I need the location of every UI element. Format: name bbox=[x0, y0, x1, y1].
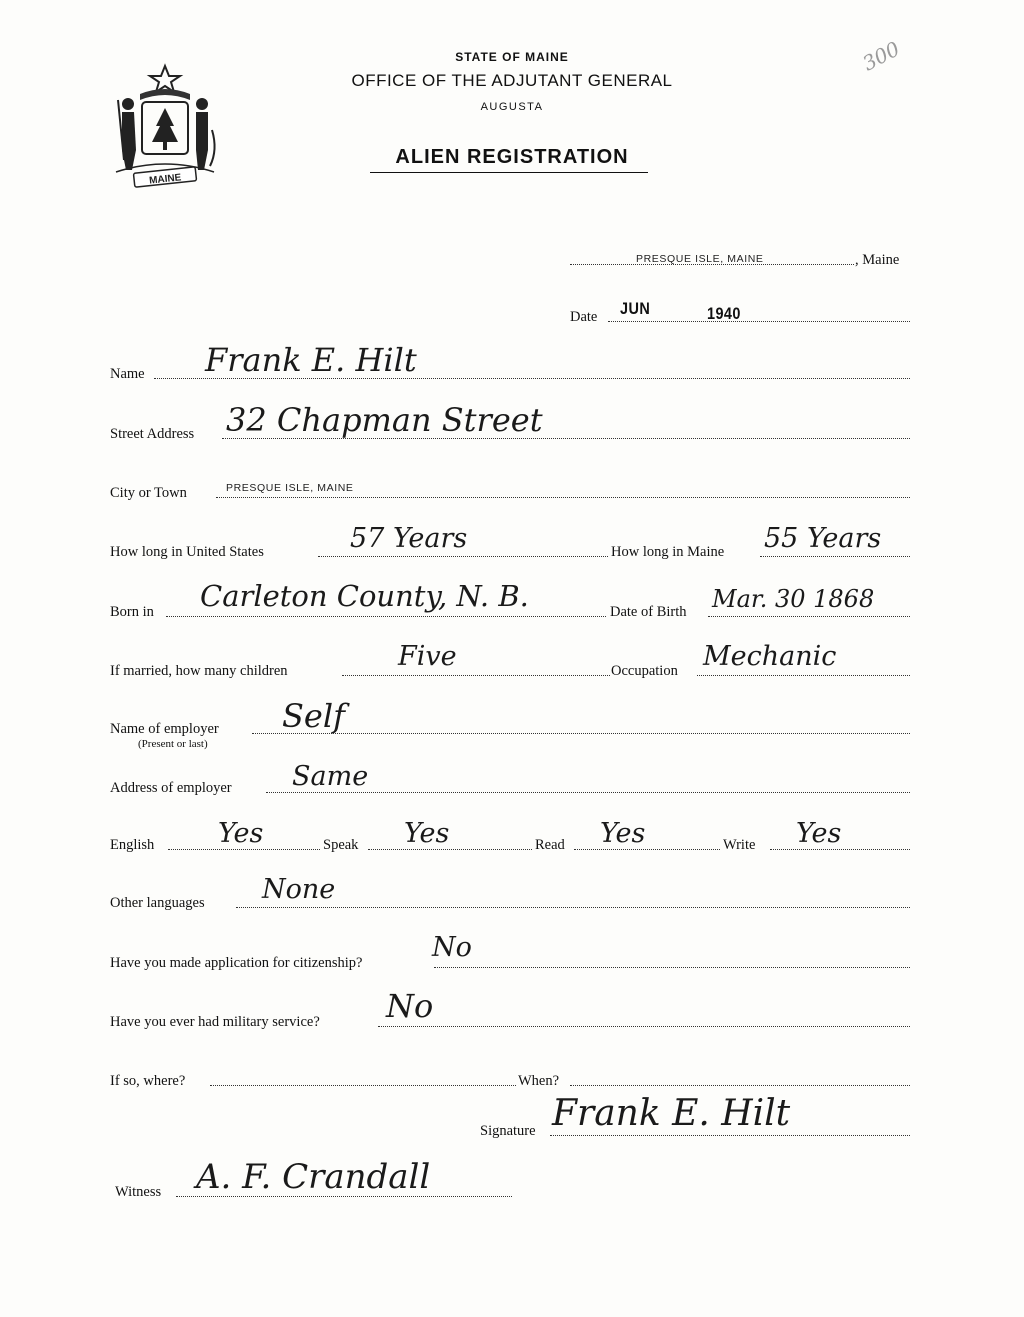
seal-banner-text: MAINE bbox=[148, 172, 182, 187]
other-languages-label: Other languages bbox=[110, 895, 205, 911]
signature-value: Frank E. Hilt bbox=[552, 1093, 791, 1134]
employer-line bbox=[252, 733, 910, 734]
speak-value: Yes bbox=[404, 818, 450, 849]
header-city: AUGUSTA bbox=[480, 101, 544, 113]
street-value: 32 Chapman Street bbox=[226, 401, 543, 439]
name-label: Name bbox=[110, 366, 145, 382]
english-value: Yes bbox=[218, 818, 264, 849]
read-value: Yes bbox=[600, 818, 646, 849]
write-value: Yes bbox=[796, 818, 842, 849]
city-line bbox=[216, 497, 910, 498]
occupation-value: Mechanic bbox=[703, 641, 837, 672]
dob-line bbox=[708, 616, 910, 617]
other-languages-line bbox=[236, 907, 910, 908]
employer-sublabel: (Present or last) bbox=[138, 738, 208, 750]
birthplace-line bbox=[166, 616, 606, 617]
date-year: 1940 bbox=[707, 304, 741, 323]
us-duration-label: How long in United States bbox=[110, 544, 264, 560]
children-label: If married, how many children bbox=[110, 663, 288, 679]
maine-duration-label: How long in Maine bbox=[611, 544, 725, 560]
citizenship-value: No bbox=[432, 932, 472, 963]
english-label: English bbox=[110, 837, 155, 853]
where-label: If so, where? bbox=[110, 1073, 186, 1089]
when-label: When? bbox=[518, 1073, 560, 1089]
header-state: STATE OF MAINE bbox=[455, 50, 569, 64]
citizenship-line bbox=[434, 967, 910, 968]
pencil-mark: 300 bbox=[858, 36, 904, 76]
occupation-line bbox=[697, 675, 910, 676]
date-month: JUN bbox=[620, 299, 651, 318]
write-label: Write bbox=[723, 837, 756, 853]
maine-duration-value: 55 Years bbox=[764, 523, 882, 554]
city-label: City or Town bbox=[110, 485, 187, 501]
english-line bbox=[168, 849, 320, 850]
maine-duration-line bbox=[760, 556, 910, 557]
witness-value: A. F. Crandall bbox=[196, 1157, 431, 1197]
citizenship-label: Have you made application for citizenship? bbox=[110, 955, 363, 971]
name-value: Frank E. Hilt bbox=[205, 341, 417, 379]
employer-address-value: Same bbox=[292, 761, 369, 792]
dob-value: Mar. 30 1868 bbox=[712, 585, 875, 613]
form-title: ALIEN REGISTRATION bbox=[395, 146, 629, 168]
date-line bbox=[608, 321, 910, 322]
city-value: PRESQUE ISLE, MAINE bbox=[226, 482, 354, 494]
us-duration-value: 57 Years bbox=[350, 523, 468, 554]
birthplace-value: Carleton County, N. B. bbox=[200, 579, 529, 613]
employer-label: Name of employer bbox=[110, 721, 219, 737]
witness-label: Witness bbox=[115, 1184, 162, 1200]
when-line bbox=[570, 1085, 910, 1086]
occupation-label: Occupation bbox=[611, 663, 678, 679]
signature-line bbox=[550, 1135, 910, 1136]
us-duration-line bbox=[318, 556, 608, 557]
employer-address-label: Address of employer bbox=[110, 780, 232, 796]
birthplace-label: Born in bbox=[110, 604, 154, 620]
military-value: No bbox=[386, 987, 434, 1025]
speak-line bbox=[368, 849, 532, 850]
military-label: Have you ever had military service? bbox=[110, 1014, 320, 1030]
date-label: Date bbox=[570, 309, 598, 325]
title-underline bbox=[370, 172, 648, 173]
speak-label: Speak bbox=[323, 837, 359, 853]
place-suffix-label: , Maine bbox=[855, 252, 900, 268]
signature-label: Signature bbox=[480, 1123, 536, 1139]
employer-address-line bbox=[266, 792, 910, 793]
employer-value: Self bbox=[282, 697, 345, 735]
other-languages-value: None bbox=[262, 874, 336, 905]
read-line bbox=[574, 849, 720, 850]
children-line bbox=[342, 675, 610, 676]
street-label: Street Address bbox=[110, 426, 195, 442]
children-value: Five bbox=[398, 641, 457, 672]
header-office: OFFICE OF THE ADJUTANT GENERAL bbox=[351, 71, 673, 90]
dob-label: Date of Birth bbox=[610, 604, 687, 620]
read-label: Read bbox=[535, 837, 565, 853]
write-line bbox=[770, 849, 910, 850]
place-stamp: PRESQUE ISLE, MAINE bbox=[636, 253, 764, 265]
military-line bbox=[378, 1026, 910, 1027]
where-line bbox=[210, 1085, 516, 1086]
